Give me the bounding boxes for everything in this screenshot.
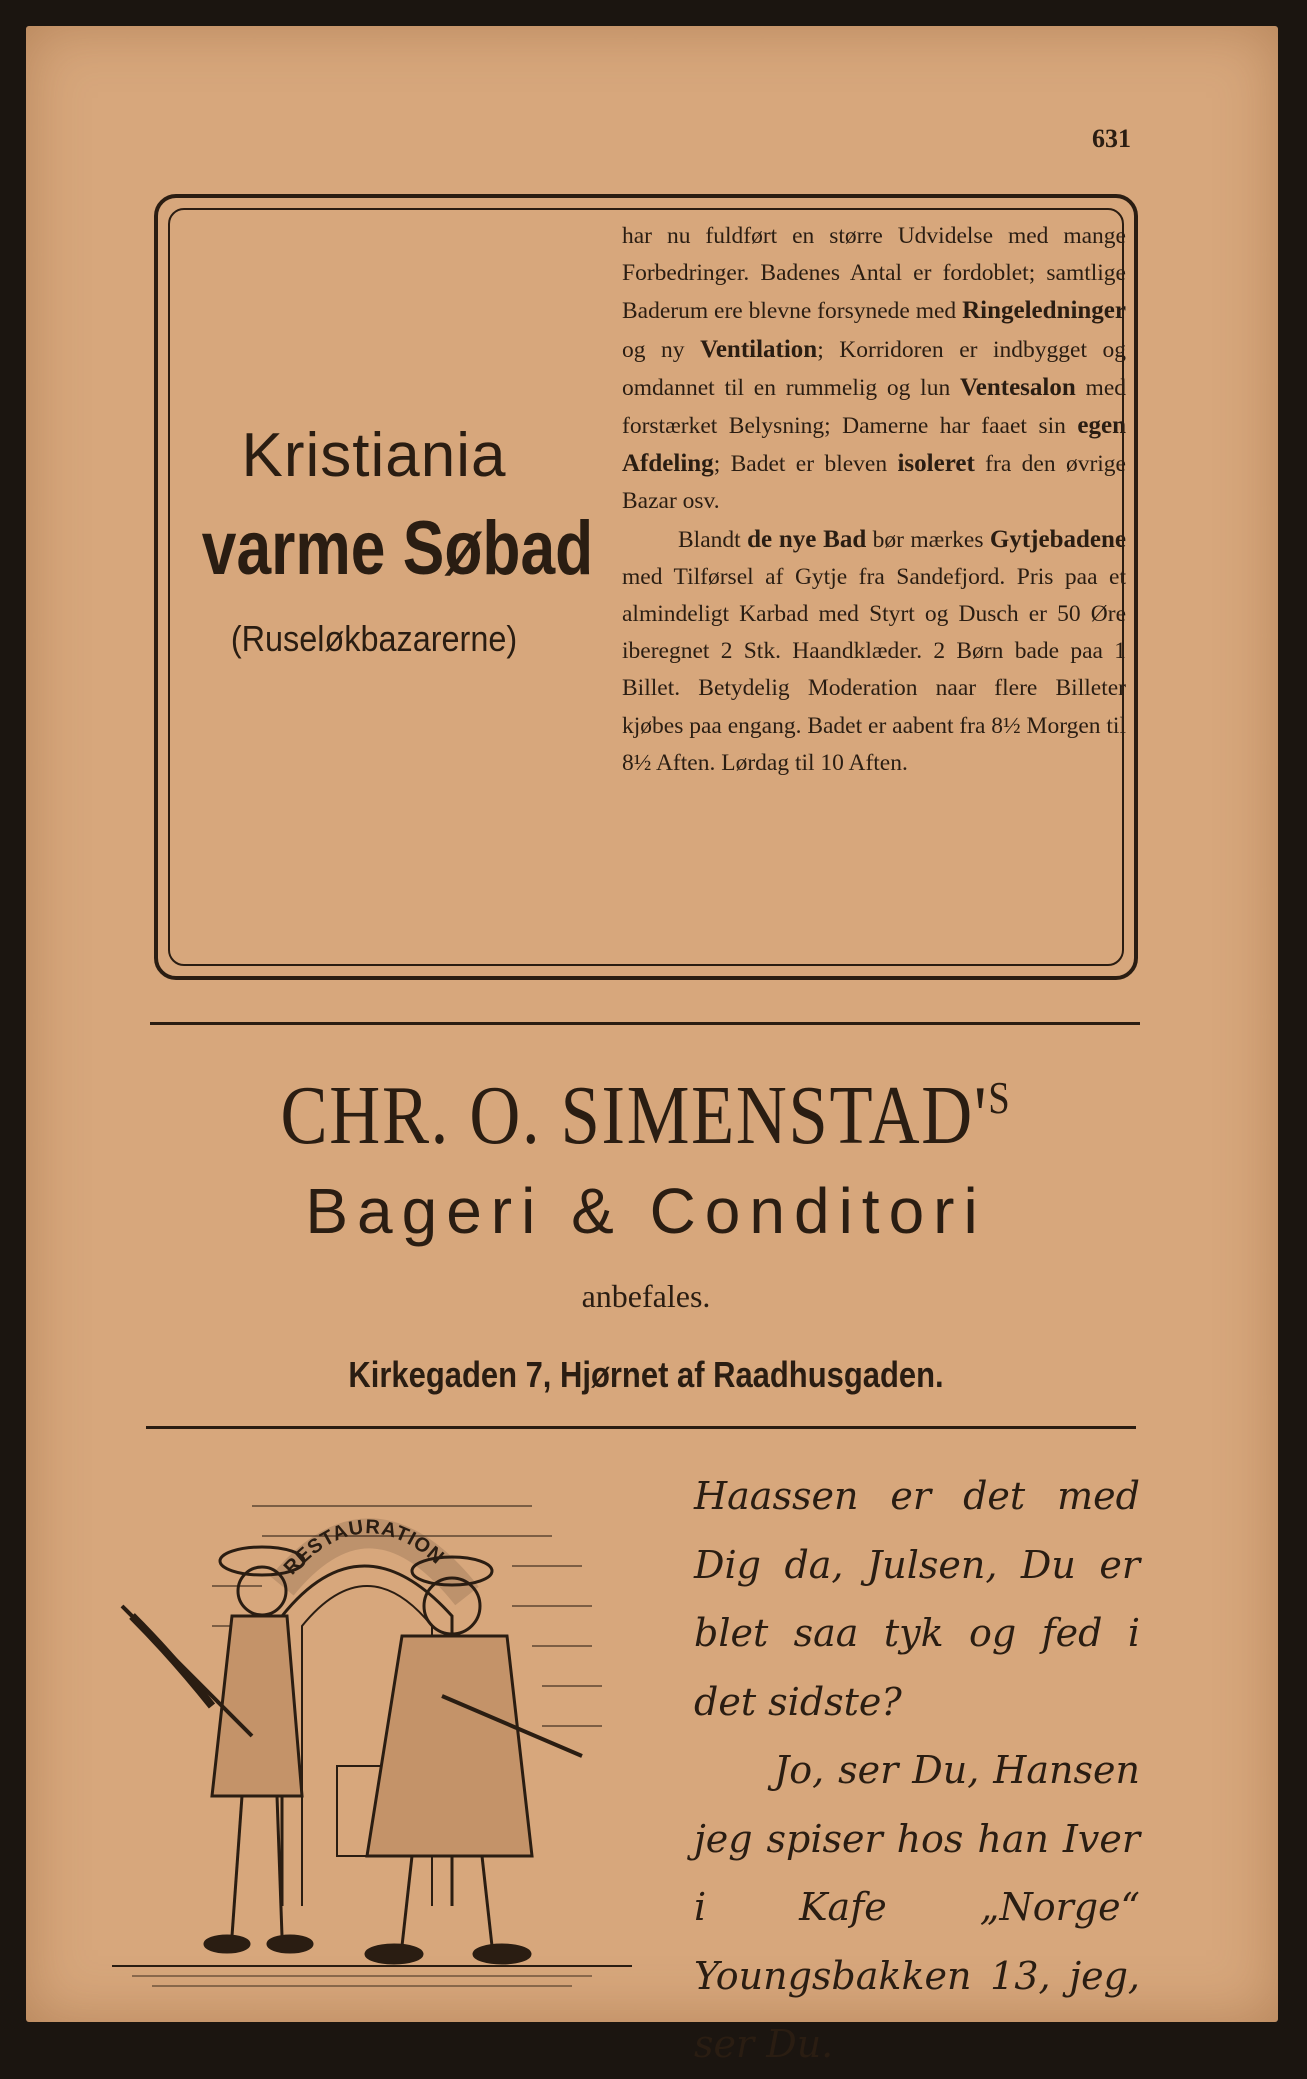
bathhouse-city: Kristiania <box>241 421 507 490</box>
bathhouse-advertisement <box>154 194 1138 980</box>
cartoon-answer: Jo, ser Du, Hansen jeg spiser hos han Iver i Kafe „Norge“ Youngsbakken 13, jeg, ser Du. <box>694 1748 1140 2066</box>
emphasized-term: Ventilation <box>700 335 818 363</box>
divider-rule-bottom <box>146 1426 1136 1429</box>
cartoon-question: Haassen er det med Dig da, Julsen, Du er blet saa tyk og fed i det sidste? <box>694 1474 1140 1724</box>
bathhouse-title-block <box>164 418 594 674</box>
bakery-name-main: CHR. O. SIMENSTAD' <box>280 1069 989 1162</box>
page-number: 631 <box>1092 124 1131 153</box>
document-page <box>26 26 1278 2066</box>
cartoon-dialogue <box>694 1462 1140 2079</box>
divider-rule-top <box>150 1022 1140 1025</box>
restaurant-sign-text: RESTAURATION <box>279 1516 449 1580</box>
man-right-figure <box>366 1557 582 1963</box>
bakery-address: Kirkegaden 7, Hjørnet af Raadhusgaden. <box>348 1354 944 1395</box>
restaurant-cartoon-illustration <box>112 1466 672 2006</box>
bakery-recommendation: anbefales. <box>581 1278 711 1314</box>
emphasized-term: Ringeledninger <box>962 297 1126 325</box>
emphasized-term: de nye Bad <box>747 525 867 553</box>
ground-hatching <box>132 1976 592 1986</box>
bathhouse-location: (Ruseløkbazarerne) <box>230 618 518 659</box>
bakery-kind: Bageri & Conditori <box>305 1175 987 1247</box>
bathhouse-paragraph-2: Blandt de nye Bad bør mærkes Gytjebadene med Tilførsel af Gytje fra Sandefjord. Pris paa et almindeligt Karbad med Styrt og Dusch er 50 Øre iberegnet 2 Stk. Haandklæder. 2 Børn bade paa 1 Billet. Betydelig Moderation naar flere Billeter kjøbes paa engang. Badet er aabent fra 8½ Morgen til 8½ Aften. Lørdag til 10 Aften. <box>622 525 1126 776</box>
bakery-name-suffix: S <box>988 1072 1012 1123</box>
bathhouse-description <box>622 218 1126 782</box>
bathhouse-name: varme Søbad <box>201 506 594 591</box>
bathhouse-paragraph-1: har nu fuldført en større Udvidelse med mange Forbedringer. Badenes Antal er fordoblet; samtlige Baderum ere blevne forsynede med Ringeledninger og ny Ventilation; Korridoren er indbygget og omdannet til en rummelig og lun Ventesalon med forstærket Belysning; Damerne har faaet sin egen Afdeling; Badet er bleven isoleret fra den øvrige Bazar osv. <box>622 223 1127 515</box>
emphasized-term: isoleret <box>897 450 975 478</box>
emphasized-term: Ventesalon <box>960 373 1076 401</box>
emphasized-term: Gytjebadene <box>989 525 1126 553</box>
bakery-name <box>218 1048 1075 1166</box>
emphasized-term: egen Afdeling <box>622 412 1126 478</box>
